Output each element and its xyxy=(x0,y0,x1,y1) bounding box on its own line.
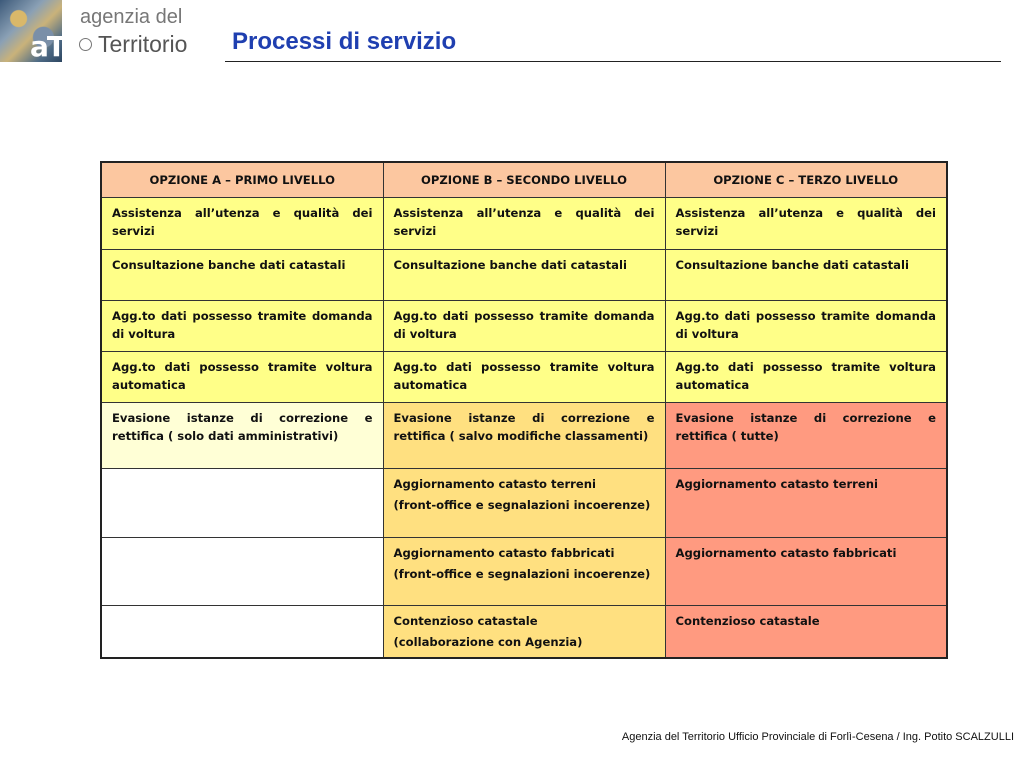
table-cell-option-a xyxy=(101,301,383,352)
cell-text: Aggiornamento catasto fabbricati xyxy=(393,546,615,560)
table-cell-option-c xyxy=(665,301,947,352)
cell-text: Assistenza all’utenza e qualità dei servizi xyxy=(112,206,373,238)
cell-text: Consultazione banche dati catastali xyxy=(112,258,346,272)
table-cell-option-b xyxy=(383,469,665,538)
table-cell-option-a xyxy=(101,538,383,606)
cell-subtext: (front-office e segnalazioni incoerenze) xyxy=(393,567,651,581)
table-cell-option-b xyxy=(383,250,665,301)
cell-text: Evasione istanze di correzione e rettifica ( salvo modifiche classamenti) xyxy=(393,411,655,443)
title-divider xyxy=(225,61,1001,62)
cell-text: Contenzioso catastale xyxy=(393,614,538,628)
table-cell-option-c xyxy=(665,250,947,301)
service-options-table xyxy=(100,161,948,659)
table-cell-option-b xyxy=(383,606,665,659)
table-cell-option-c xyxy=(665,469,947,538)
column-header-option-a: OPZIONE A – PRIMO LIVELLO xyxy=(101,162,383,198)
seal-icon xyxy=(79,38,92,51)
cell-text: Aggiornamento catasto terreni xyxy=(393,477,596,491)
table-cell-option-b xyxy=(383,352,665,403)
cell-text: Agg.to dati possesso tramite domanda di voltura xyxy=(112,309,373,341)
table-row xyxy=(101,250,947,301)
table-cell-option-a xyxy=(101,606,383,659)
column-header-option-b: OPZIONE B – SECONDO LIVELLO xyxy=(383,162,665,198)
table-row xyxy=(101,301,947,352)
table-cell-option-a xyxy=(101,469,383,538)
cell-text: Consultazione banche dati catastali xyxy=(675,258,909,272)
cell-text: Contenzioso catastale xyxy=(675,614,820,628)
cell-text: Evasione istanze di correzione e rettifica ( tutte) xyxy=(675,411,936,443)
table-row xyxy=(101,198,947,250)
table-cell-option-b xyxy=(383,403,665,469)
cell-text: Assistenza all’utenza e qualità dei servizi xyxy=(675,206,936,238)
table-cell-option-a xyxy=(101,198,383,250)
table-cell-option-c xyxy=(665,352,947,403)
table-cell-option-b xyxy=(383,301,665,352)
cell-text: Agg.to dati possesso tramite domanda di voltura xyxy=(675,309,936,341)
footer-credit: Agenzia del Territorio Ufficio Provinciale di Forlì-Cesena / Ing. Potito SCALZULLI xyxy=(621,731,1014,743)
table-row xyxy=(101,606,947,659)
table-cell-option-a xyxy=(101,403,383,469)
cell-text: Agg.to dati possesso tramite domanda di voltura xyxy=(393,309,655,341)
cell-text: Consultazione banche dati catastali xyxy=(393,258,627,272)
agency-logo xyxy=(0,0,200,62)
table-row xyxy=(101,352,947,403)
table-cell-option-b xyxy=(383,198,665,250)
table-cell-option-c xyxy=(665,606,947,659)
cell-text: Evasione istanze di correzione e rettifica ( solo dati amministrativi) xyxy=(112,411,373,443)
table-cell-option-c xyxy=(665,538,947,606)
table-cell-option-a xyxy=(101,352,383,403)
table-row xyxy=(101,538,947,606)
table-row xyxy=(101,469,947,538)
table-header-row xyxy=(101,162,947,198)
logo-text-line2: Territorio xyxy=(98,31,188,57)
cell-subtext: (front-office e segnalazioni incoerenze) xyxy=(393,498,651,512)
cell-subtext: (collaborazione con Agenzia) xyxy=(393,635,583,649)
table-cell-option-a xyxy=(101,250,383,301)
page-title: Processi di servizio xyxy=(232,28,457,55)
table-cell-option-c xyxy=(665,403,947,469)
table-cell-option-c xyxy=(665,198,947,250)
cell-text: Agg.to dati possesso tramite voltura automatica xyxy=(675,360,936,392)
cell-text: Agg.to dati possesso tramite voltura automatica xyxy=(112,360,373,392)
table-cell-option-b xyxy=(383,538,665,606)
logo-text-line1: agenzia del xyxy=(80,6,183,28)
table-row xyxy=(101,403,947,469)
cell-text: Aggiornamento catasto terreni xyxy=(675,477,878,491)
cell-text: Aggiornamento catasto fabbricati xyxy=(675,546,897,560)
cell-text: Agg.to dati possesso tramite voltura automatica xyxy=(393,360,655,392)
cell-text: Assistenza all’utenza e qualità dei servizi xyxy=(393,206,655,238)
logo-mark xyxy=(0,0,62,62)
logo-mark-text: aT xyxy=(30,30,64,63)
column-header-option-c: OPZIONE C – TERZO LIVELLO xyxy=(665,162,947,198)
